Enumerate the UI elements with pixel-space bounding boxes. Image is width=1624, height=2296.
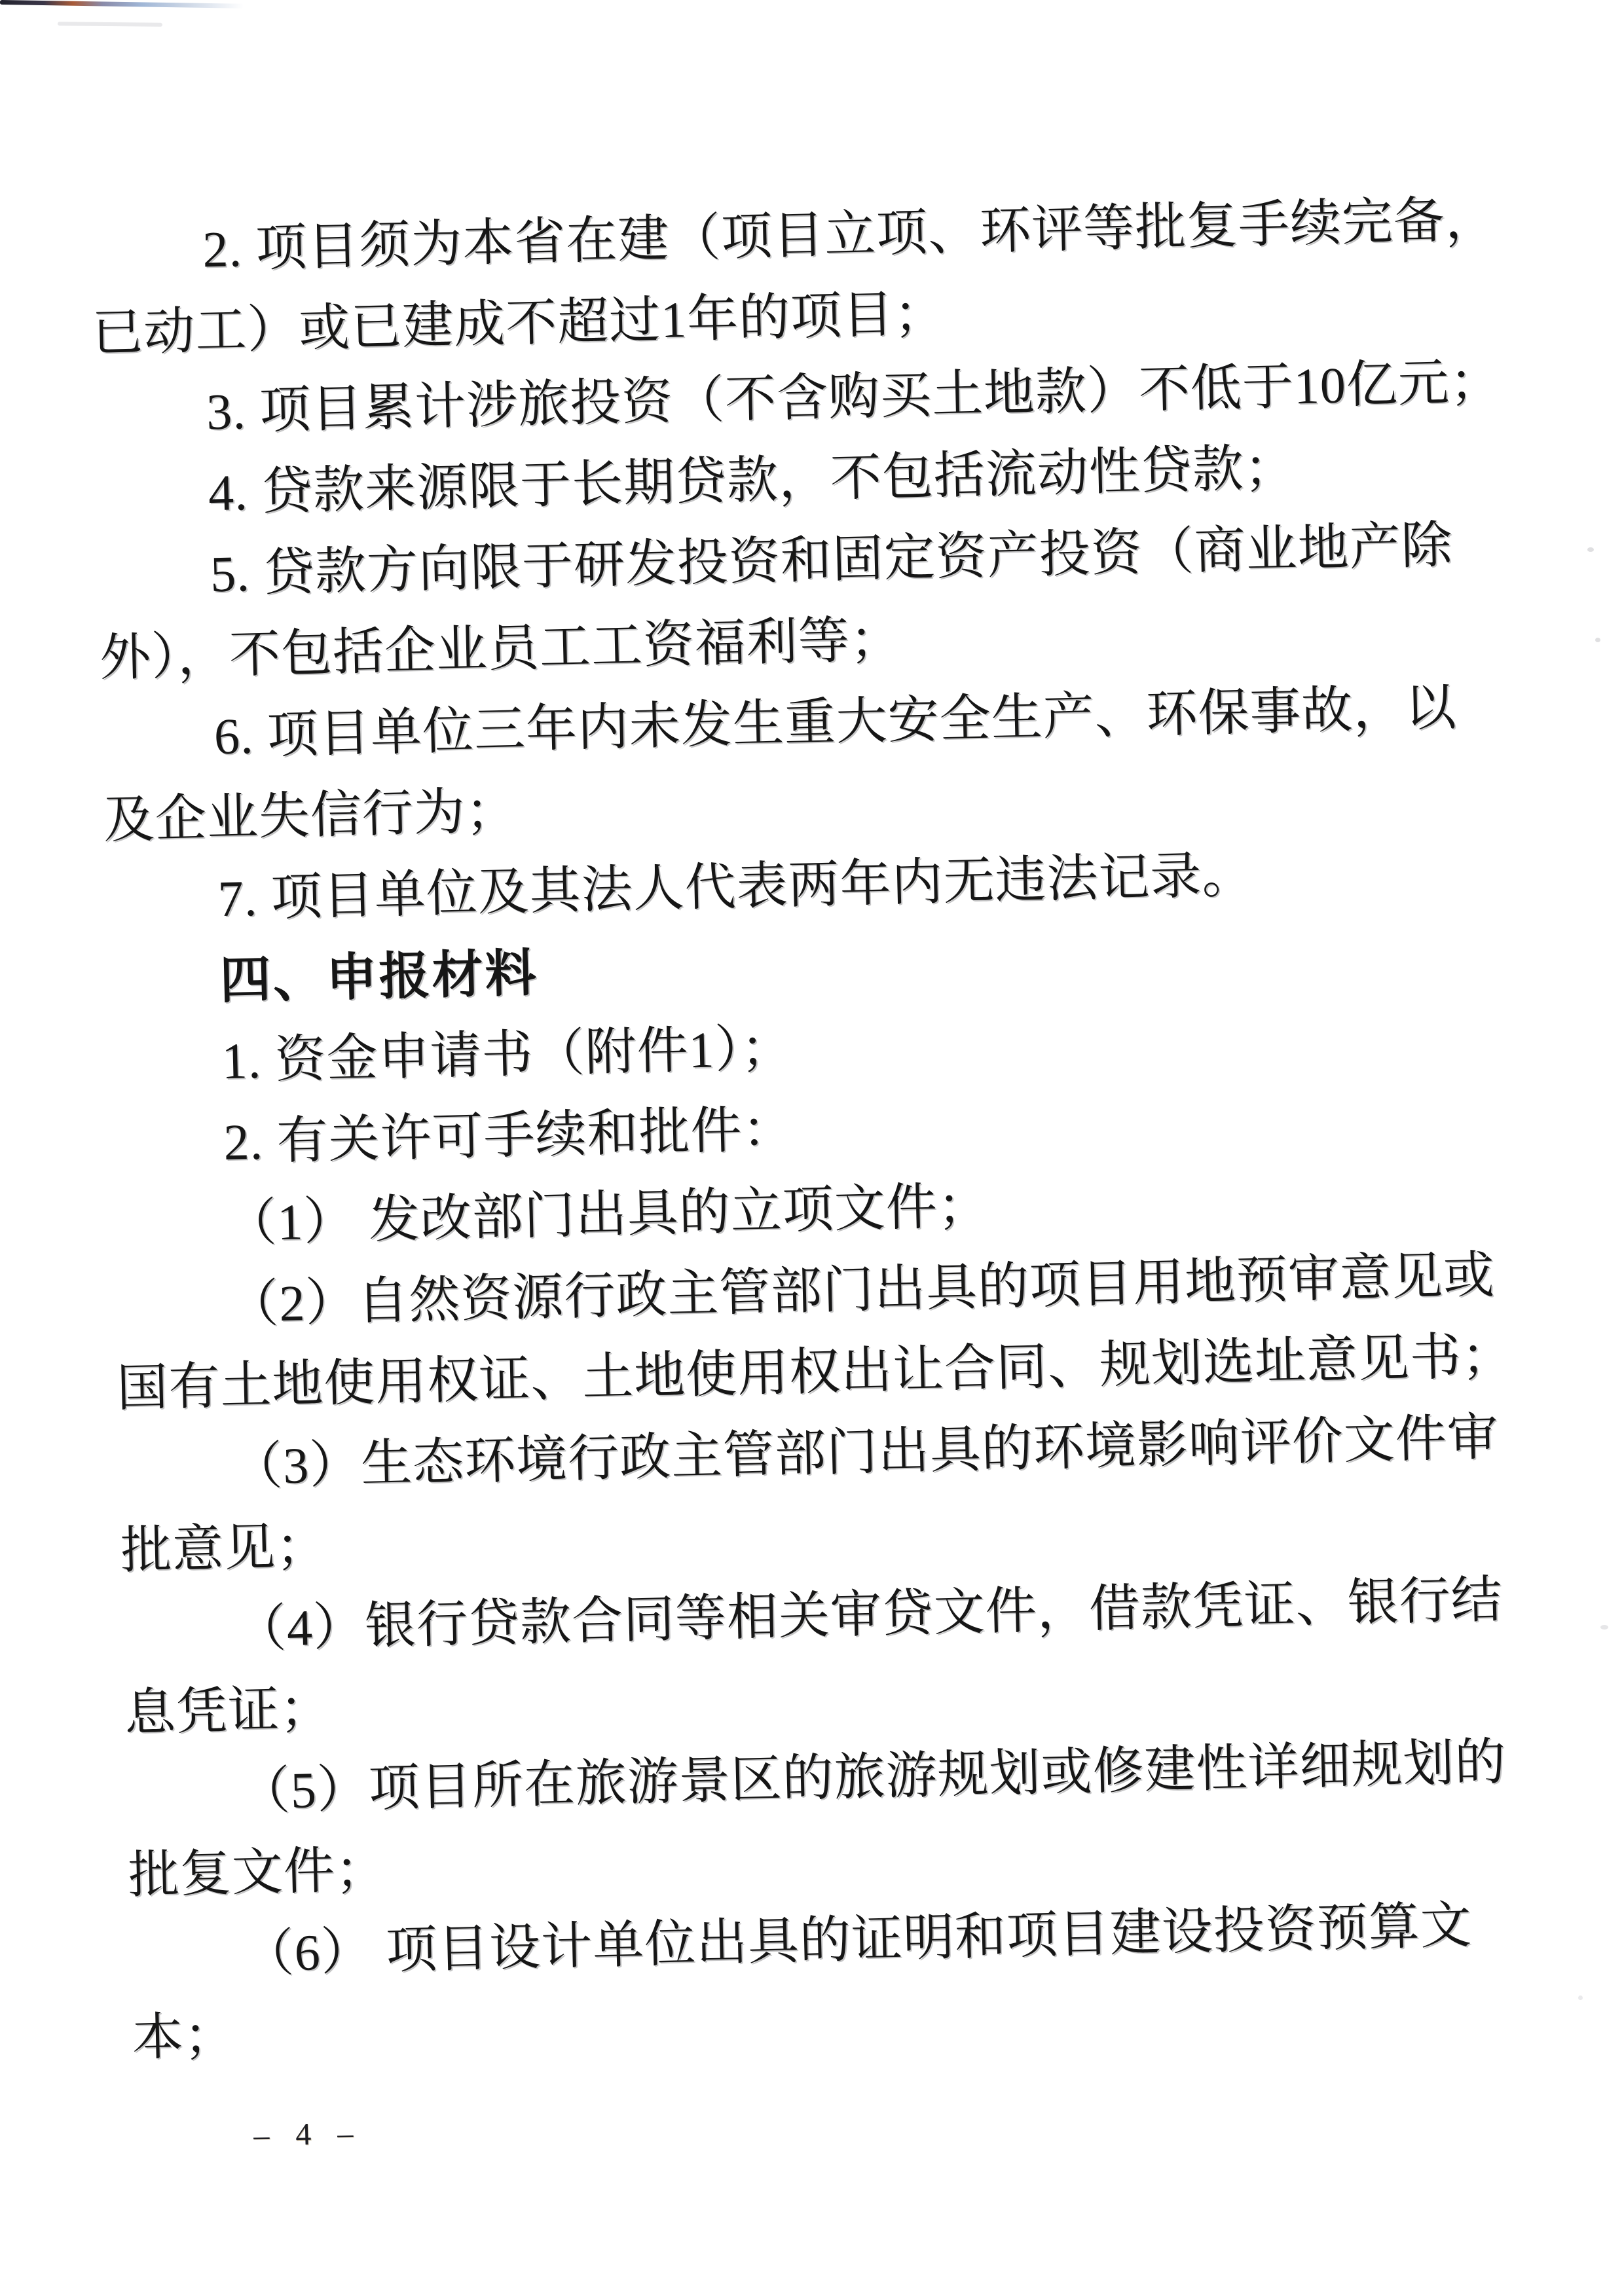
doc-line: 批意见；: [120, 1517, 329, 1580]
doc-line: 已动工）或已建成不超过1年的项目；: [91, 284, 947, 362]
doc-line: （3）生态环境行政主管部门出具的环境影响评价文件审: [231, 1408, 1500, 1496]
page-number: – 4 –: [253, 2115, 363, 2153]
doc-line: 7. 项目单位及其法人代表两年内无违法记录。: [217, 846, 1255, 928]
doc-line: 批复文件；: [127, 1840, 388, 1904]
doc-line: （2）自然资源行政主管部门出具的项目用地预审意见或: [227, 1246, 1496, 1334]
doc-line: 6. 项目单位三年内未发生重大安全生产、环保事故，以: [213, 678, 1458, 765]
doc-line: 2. 项目须为本省在建（项目立项、环评等批复手续完备，: [202, 190, 1498, 278]
section-heading: 四、申报材料: [219, 943, 539, 1010]
doc-line: 本；: [131, 2007, 236, 2066]
doc-line: （6） 项目设计单位出具的证明和项目建设投资预算文: [242, 1896, 1473, 1982]
doc-line: 3. 项目累计涉旅投资（不含购买土地款）不低于10亿元；: [206, 352, 1502, 441]
doc-line: （4）银行贷款合同等相关审贷文件，借款凭证、银行结: [234, 1571, 1504, 1658]
doc-line: （1） 发改部门出具的立项文件；: [225, 1176, 990, 1252]
doc-line: 1. 资金申请书（附件1）；: [221, 1019, 794, 1090]
doc-line: 5. 贷款方向限于研发投资和固定资产投资（商业地产除: [210, 516, 1454, 603]
doc-line: 4. 贷款来源限于长期贷款，不包括流动性贷款；: [208, 439, 1297, 522]
doc-line: 息凭证；: [124, 1679, 333, 1741]
scan-artifact-top-line: [0, 0, 244, 9]
doc-line: 国有土地使用权证、土地使用权出让合同、规划选址意见书；: [116, 1326, 1514, 1417]
doc-line: 2. 有关许可手续和批件：: [223, 1100, 795, 1171]
document-body: [89, 178, 1554, 2078]
doc-line: 外），不包括企业员工工资福利等；: [99, 610, 902, 687]
doc-line: （5）项目所在旅游景区的旅游规划或修建性详细规划的: [238, 1733, 1507, 1820]
doc-line: 及企业失信行为；: [102, 782, 518, 849]
